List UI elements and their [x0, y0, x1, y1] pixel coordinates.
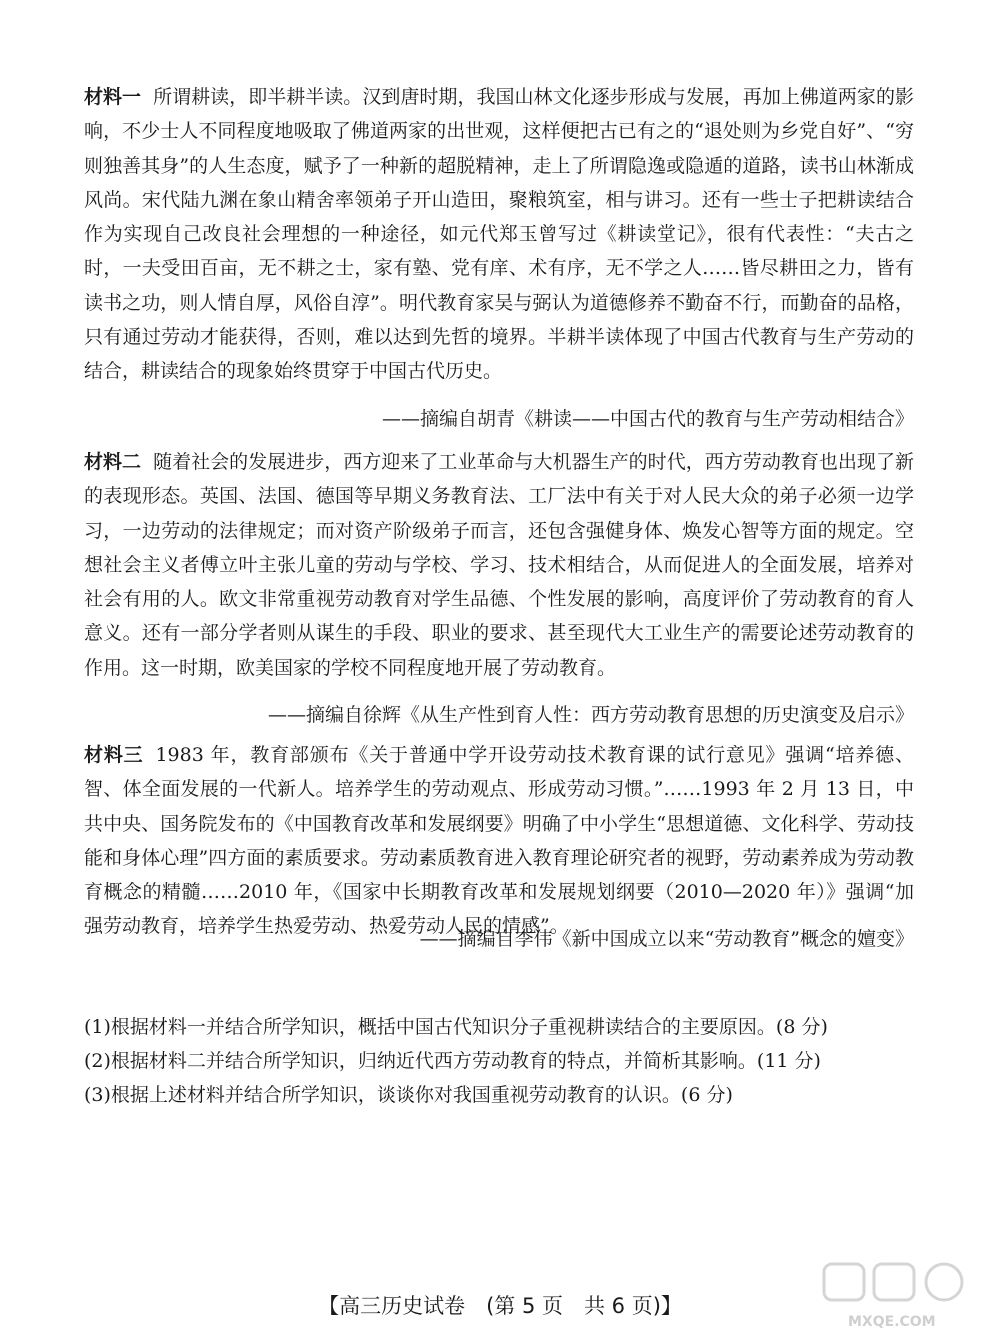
material-two-source: ——摘编自徐辉《从生产性到育人性：西方劳动教育思想的历史演变及启示》	[267, 704, 914, 726]
material-one-source: ——摘编自胡青《耕读——中国古代的教育与生产劳动相结合》	[381, 408, 914, 430]
material-one-label: 材料一	[84, 86, 142, 108]
material-one-text: 所谓耕读，即半耕半读。汉到唐时期，我国山林文化逐步形成与发展，再加上佛道两家的影响，不少士人不同程度地吸取了佛道两家的出世观，这样便把古已有之的“退处则为乡党自好”、“穷则独善其身”的人生态度，赋予了一种新的超脱精神，走上了所谓隐逸或隐遁的道路，读书山林渐成风尚。宋代陆九渊在象山精舍率领弟子开山造田，聚粮筑室，相与讲习。还有一些士子把耕读结合作为实现自己改良社会理想的一种途径，如元代郑玉曾写过《耕读堂记》，很有代表性：“夫古之时，一夫受田百亩，无不耕之士，家有塾、党有庠、术有序，无不学之人……皆尽耕田之力，皆有读书之功，则人情自厚，风俗自淳”。明代教育家吴与弼认为道德修养不勤奋不行，而勤奋的品格，只有通过劳动才能获得，否则，难以达到先哲的境界。半耕半读体现了中国古代教育与生产劳动的结合，耕读结合的现象始终贯穿于中国古代历史。	[84, 86, 914, 383]
material-three-text: 1983 年，教育部颁布《关于普通中学开设劳动技术教育课的试行意见》强调“培养德、智、体全面发展的一代新人。培养学生的劳动观点、形成劳动习惯。”……1993 年 2 月 13 日，中共中央、国务院发布的《中国教育改革和发展纲要》明确了中小学生“思想道德、文化科学、劳动技能和身体心理”四方面的素质要求。劳动素质教育进入教育理论研究者的视野，劳动素养成为劳动教育概念的精髓……2010 年，《国家中长期教育改革和发展规划纲要（2010—2020 年）》强调“加强劳动教育，培养学生热爱劳动、热爱劳动人民的情感”。	[84, 744, 914, 938]
material-two-label: 材料二	[84, 451, 142, 473]
material-two-text: 随着社会的发展进步，西方迎来了工业革命与大机器生产的时代，西方劳动教育也出现了新的表现形态。英国、法国、德国等早期义务教育法、工厂法中有关于对人民大众的弟子必须一边学习，一边劳动的法律规定；而对资产阶级弟子而言，还包含强健身体、焕发心智等方面的规定。空想社会主义者傅立叶主张儿童的劳动与学校、学习、技术相结合，从而促进人的全面发展，培养对社会有用的人。欧文非常重视劳动教育对学生品德、个性发展的影响，高度评价了劳动教育的育人意义。还有一部分学者则从谋生的手段、职业的要求、甚至现代大工业生产的需要论述劳动教育的作用。这一时期，欧美国家的学校不同程度地开展了劳动教育。	[84, 451, 914, 679]
material-one	[84, 80, 914, 389]
material-three-source: ——摘编自李伟《新中国成立以来“劳动教育”概念的嬗变》	[419, 928, 914, 950]
page-footer: 【高三历史试卷 (第 5 页 共 6 页)】	[318, 1294, 682, 1318]
material-three	[84, 738, 914, 944]
question-item: (1)根据材料一并结合所学知识，概括中国古代知识分子重视耕读结合的主要原因。(8 分)	[84, 1016, 828, 1038]
question-list	[84, 1010, 924, 1112]
question-item: (3)根据上述材料并结合所学知识，谈谈你对我国重视劳动教育的认识。(6 分)	[84, 1084, 733, 1106]
watermark-text: MXQE.COM	[848, 1314, 936, 1330]
material-two	[84, 445, 914, 685]
question-item: (2)根据材料二并结合所学知识，归纳近代西方劳动教育的特点，并简析其影响。(11 分)	[84, 1050, 821, 1072]
answer-logo-icon	[818, 1260, 978, 1340]
material-three-label: 材料三	[84, 744, 144, 766]
